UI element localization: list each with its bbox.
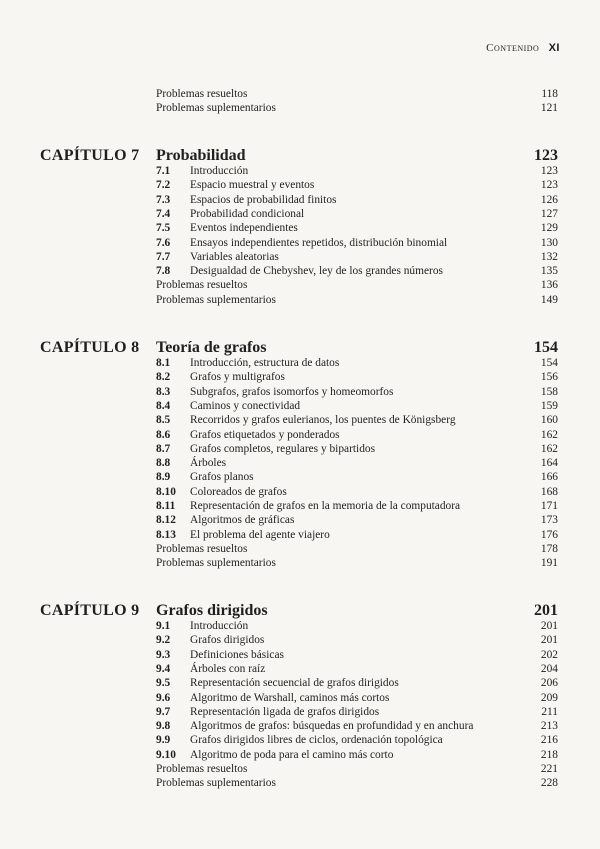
section-page: 218: [540, 748, 558, 761]
toc-section[interactable]: [156, 413, 558, 427]
section-number: 8.13: [156, 528, 176, 541]
section-page: 173: [540, 514, 558, 527]
section-title: Ensayos independientes repetidos, distribución binomial: [190, 236, 448, 249]
section-page: 126: [540, 193, 558, 206]
section-page: 135: [540, 265, 558, 278]
toc-section[interactable]: [156, 442, 558, 456]
toc-section[interactable]: [156, 748, 558, 762]
section-number: 9.9: [156, 734, 171, 747]
toc-section[interactable]: [156, 662, 558, 676]
running-header-title: Contenido: [486, 42, 540, 54]
section-number: 8.9: [156, 471, 171, 484]
section-number: 9.5: [156, 677, 171, 690]
section-title: Problemas resueltos: [156, 279, 248, 292]
section-title: Variables aleatorias: [190, 250, 279, 263]
toc-section[interactable]: [156, 236, 558, 250]
section-title: Coloreados de grafos: [190, 485, 287, 498]
chapter-page: 123: [534, 147, 558, 164]
toc-section[interactable]: [156, 619, 558, 633]
section-title: Algoritmo de Warshall, caminos más cortos: [190, 691, 390, 704]
section-title: Algoritmos de grafos: búsquedas en profundidad y en anchura: [190, 720, 474, 733]
section-number: 9.2: [156, 634, 171, 647]
toc-extra[interactable]: [156, 101, 558, 115]
section-number: 7.6: [156, 236, 171, 249]
section-page: 228: [540, 777, 558, 790]
section-title: Árboles con raíz: [190, 662, 266, 675]
section-page: 171: [540, 500, 558, 512]
toc-section[interactable]: [156, 691, 558, 705]
section-title: Introducción, estructura de datos: [190, 357, 340, 369]
section-title: Problemas resueltos: [156, 542, 248, 555]
section-title: Algoritmo de poda para el camino más corto: [190, 748, 394, 761]
toc-section[interactable]: [156, 356, 558, 370]
section-number: 9.8: [156, 720, 171, 733]
section-number: 8.11: [156, 500, 176, 512]
section-number: 9.6: [156, 691, 171, 704]
section-number: 8.6: [156, 428, 171, 441]
toc-section[interactable]: [156, 207, 558, 221]
toc-section[interactable]: [156, 633, 558, 647]
section-title: Introducción: [190, 165, 249, 177]
toc-extra[interactable]: [156, 542, 558, 556]
section-page: 136: [540, 279, 558, 292]
section-title: Problemas suplementarios: [156, 557, 276, 570]
section-page: 178: [540, 542, 558, 555]
section-title: Representación secuencial de grafos dirigidos: [190, 677, 399, 690]
section-page: 211: [541, 705, 558, 718]
section-title: Grafos dirigidos libres de ciclos, ordenación topológica: [190, 734, 443, 747]
toc-section[interactable]: [156, 178, 558, 192]
section-title: Definiciones básicas: [190, 648, 284, 661]
section-title: Problemas suplementarios: [156, 102, 276, 115]
section-title: Representación ligada de grafos dirigidos: [190, 705, 380, 718]
section-title: Desigualdad de Chebyshev, ley de los grandes números: [190, 265, 443, 278]
section-page: 209: [540, 691, 558, 704]
section-title: Caminos y conectividad: [190, 399, 301, 412]
section-page: 201: [540, 620, 558, 632]
section-page: 127: [540, 207, 558, 220]
section-number: 8.12: [156, 514, 176, 527]
section-page: 130: [540, 236, 558, 249]
chapter-page: 154: [534, 339, 558, 356]
section-page: 123: [540, 165, 558, 177]
section-number: 9.1: [156, 620, 171, 632]
section-title: Grafos y multigrafos: [190, 371, 285, 384]
toc-extra[interactable]: [156, 776, 558, 790]
section-page: 176: [540, 528, 558, 541]
section-number: 9.10: [156, 748, 176, 761]
section-title: Espacio muestral y eventos: [190, 179, 315, 192]
chapter-page: 201: [534, 602, 558, 619]
toc-section[interactable]: [156, 513, 558, 527]
section-title: Problemas resueltos: [156, 763, 248, 775]
section-number: 7.5: [156, 222, 171, 235]
section-title: Problemas suplementarios: [156, 293, 276, 306]
running-header: [486, 42, 560, 54]
section-page: 159: [540, 399, 558, 412]
section-number: 8.1: [156, 357, 171, 369]
toc-section[interactable]: [156, 164, 558, 178]
toc-section[interactable]: [156, 193, 558, 207]
section-title: Grafos planos: [190, 471, 254, 484]
toc-section[interactable]: [156, 705, 558, 719]
section-page: 162: [540, 428, 558, 441]
section-number: 9.4: [156, 662, 171, 675]
section-page: 164: [540, 457, 558, 470]
toc-section[interactable]: [156, 250, 558, 264]
section-page: 168: [540, 485, 558, 498]
section-title: Grafos etiquetados y ponderados: [190, 428, 340, 441]
section-number: 8.3: [156, 385, 171, 398]
toc-section[interactable]: [156, 733, 558, 747]
section-number: 7.1: [156, 165, 171, 177]
section-page: 204: [540, 662, 558, 675]
section-page: 158: [540, 385, 558, 398]
section-number: 9.3: [156, 648, 171, 661]
section-title: Eventos independientes: [190, 222, 298, 235]
toc-section[interactable]: [156, 676, 558, 690]
toc-section[interactable]: [156, 370, 558, 384]
section-page: 201: [540, 634, 558, 647]
toc-section[interactable]: [156, 470, 558, 484]
toc-section[interactable]: [156, 456, 558, 470]
page-number: XI: [548, 42, 560, 54]
chapter-title[interactable]: Probabilidad: [156, 147, 246, 164]
section-number: 8.2: [156, 371, 171, 384]
section-title: Espacios de probabilidad finitos: [190, 193, 337, 206]
section-page: 221: [540, 763, 558, 775]
section-title: Problemas resueltos: [156, 88, 248, 100]
section-title: Grafos dirigidos: [190, 634, 265, 647]
section-page: 202: [540, 648, 558, 661]
section-title: Grafos completos, regulares y bipartidos: [190, 442, 376, 455]
section-number: 9.7: [156, 705, 171, 718]
toc-section[interactable]: [156, 719, 558, 733]
section-number: 8.10: [156, 485, 176, 498]
toc-extra[interactable]: [156, 762, 558, 776]
section-title: Algoritmos de gráficas: [190, 514, 295, 527]
section-page: 216: [540, 734, 558, 747]
section-title: Probabilidad condicional: [190, 207, 305, 220]
toc-section[interactable]: [156, 499, 558, 513]
toc-section[interactable]: [156, 528, 558, 542]
chapter-label: CAPÍTULO 8: [40, 339, 140, 356]
section-page: 123: [540, 179, 558, 192]
section-title: Recorridos y grafos eulerianos, los puentes de Königsberg: [190, 414, 456, 427]
section-number: 7.8: [156, 265, 171, 278]
chapter-title[interactable]: Grafos dirigidos: [156, 602, 268, 619]
section-page: 118: [541, 88, 558, 100]
toc-section[interactable]: [156, 428, 558, 442]
toc-section[interactable]: [156, 385, 558, 399]
section-page: 206: [540, 677, 558, 690]
section-page: 213: [540, 720, 558, 733]
section-title: Subgrafos, grafos isomorfos y homeomorfos: [190, 385, 394, 398]
section-title: Problemas suplementarios: [156, 777, 276, 790]
section-page: 121: [540, 102, 558, 115]
toc-extra[interactable]: [156, 293, 558, 307]
toc-extra[interactable]: [156, 556, 558, 570]
section-page: 191: [540, 557, 558, 570]
section-number: 7.3: [156, 193, 171, 206]
section-page: 156: [540, 371, 558, 384]
section-number: 7.4: [156, 207, 171, 220]
chapter-label: CAPÍTULO 9: [40, 602, 140, 619]
toc-section[interactable]: [156, 485, 558, 499]
section-number: 8.7: [156, 442, 171, 455]
chapter-title[interactable]: Teoría de grafos: [156, 339, 267, 356]
toc-extra[interactable]: [156, 278, 558, 292]
section-page: 162: [540, 442, 558, 455]
chapter-label: CAPÍTULO 7: [40, 147, 140, 164]
section-page: 149: [540, 293, 558, 306]
section-title: Árboles: [190, 457, 227, 470]
section-number: 7.2: [156, 179, 171, 192]
toc-section[interactable]: [156, 648, 558, 662]
section-title: Representación de grafos en la memoria de la computadora: [190, 500, 461, 512]
toc-section[interactable]: [156, 399, 558, 413]
section-page: 166: [540, 471, 558, 484]
toc-section[interactable]: [156, 264, 558, 278]
section-page: 160: [540, 414, 558, 427]
section-page: 132: [540, 250, 558, 263]
section-title: Introducción: [190, 620, 249, 632]
section-title: El problema del agente viajero: [190, 528, 330, 541]
section-number: 7.7: [156, 250, 171, 263]
section-page: 129: [540, 222, 558, 235]
toc-section[interactable]: [156, 221, 558, 235]
section-number: 8.8: [156, 457, 171, 470]
toc-extra[interactable]: [156, 87, 558, 101]
section-number: 8.5: [156, 414, 171, 427]
section-number: 8.4: [156, 399, 171, 412]
section-page: 154: [540, 357, 558, 369]
